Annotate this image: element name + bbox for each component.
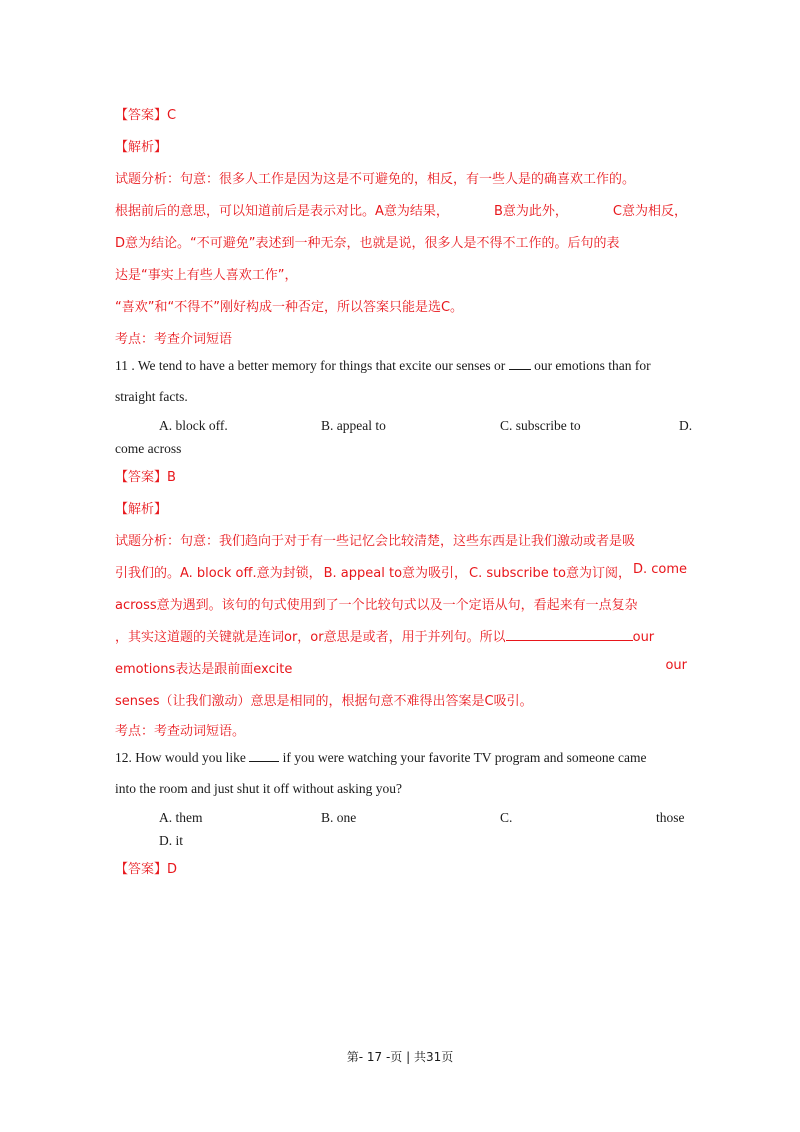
q10-analysis-seg: 根据前后的意思，可以知道前后是表示对比。A意为结果， <box>115 204 449 219</box>
q10-analysis-line <box>115 200 687 219</box>
q11-analysis-line: 试题分析：句意：我们趋向于对于有一些记忆会比较清楚，这些东西是让我们激动或者是吸 <box>115 534 636 549</box>
page-footer: 第- 17 -页 | 共31页 <box>346 1050 454 1064</box>
q11-stem-part: 11 . We tend to have a better memory for things that excite our senses or <box>115 358 506 373</box>
q11-analysis-line <box>115 562 687 581</box>
q10-analysis-line: 达是“事实上有些人喜欢工作”， <box>115 268 298 283</box>
q11-analysis-heading: 【解析】 <box>115 502 168 517</box>
q11-analysis-line: across意为遇到。该句的句式使用到了一个比较句式以及一个定语从句，看起来有一点复杂 <box>115 598 638 613</box>
q11-analysis-line: senses（让我们激动）意思是相同的，根据句意不难得出答案是C吸引。 <box>115 694 533 709</box>
q11-stem <box>115 358 651 374</box>
q11-analysis-seg: 引我们的。A. block off.意为封锁， <box>115 566 322 581</box>
q11-answer: 【答案】B <box>115 470 176 485</box>
q11-analysis-underline <box>506 628 633 641</box>
q11-analysis-seg: C. subscribe to意为订阅， <box>469 566 631 581</box>
q11-stem-part: our emotions than for <box>534 358 651 373</box>
q10-analysis-heading: 【解析】 <box>115 140 168 155</box>
q12-stem-part: 12. How would you like <box>115 750 246 765</box>
q11-analysis-line <box>115 626 654 645</box>
q12-blank <box>249 750 279 762</box>
q12-stem <box>115 750 647 766</box>
q10-analysis-seg: B意为此外， <box>493 204 568 219</box>
q11-option-d-text: come across <box>115 441 182 456</box>
q10-knowledge-point: 考点：考查介词短语 <box>115 332 233 347</box>
q11-analysis-seg: D. come <box>632 562 687 577</box>
q10-answer: 【答案】C <box>115 108 177 123</box>
q11-knowledge-point: 考点：考查动词短语。 <box>115 724 246 739</box>
q12-option-c: C. <box>500 810 513 825</box>
q11-analysis-seg: B. appeal to意为吸引， <box>323 566 468 581</box>
q11-analysis-seg: our <box>632 630 655 645</box>
q10-analysis-line: “喜欢”和“不得不”刚好构成一种否定，所以答案只能是选C。 <box>115 300 464 315</box>
q12-option-a: A. them <box>159 810 203 825</box>
q12-stem: into the room and just shut it off without asking you? <box>115 781 402 796</box>
q12-option-c-text: those <box>656 810 685 825</box>
q11-option-a: A. block off. <box>159 418 228 433</box>
q11-analysis-seg: emotions表达是跟前面excite <box>115 662 293 677</box>
q10-analysis-seg: C意为相反， <box>612 204 687 219</box>
q11-option-b: B. appeal to <box>321 418 386 433</box>
q11-analysis-seg: ，其实这道题的关键就是连词or，or意思是或者，用于并列句。所以 <box>115 630 506 645</box>
q12-answer: 【答案】D <box>115 862 178 877</box>
q11-option-d: D. <box>679 418 693 433</box>
q11-analysis-seg: our <box>665 658 687 673</box>
q12-option-b: B. one <box>321 810 357 825</box>
q11-option-c: C. subscribe to <box>500 418 581 433</box>
q10-analysis-line: 试题分析：句意：很多人工作是因为这是不可避免的，相反，有一些人是的确喜欢工作的。 <box>115 172 636 187</box>
q12-stem-part: if you were watching your favorite TV program and someone came <box>282 750 647 765</box>
q11-stem: straight facts. <box>115 389 188 404</box>
q11-blank <box>509 358 531 370</box>
q10-analysis-line: D意为结论。“不可避免”表述到一种无奈，也就是说，很多人是不得不工作的。后句的表 <box>115 236 620 251</box>
q12-option-d: D. it <box>159 833 184 848</box>
q11-analysis-line <box>115 658 687 677</box>
